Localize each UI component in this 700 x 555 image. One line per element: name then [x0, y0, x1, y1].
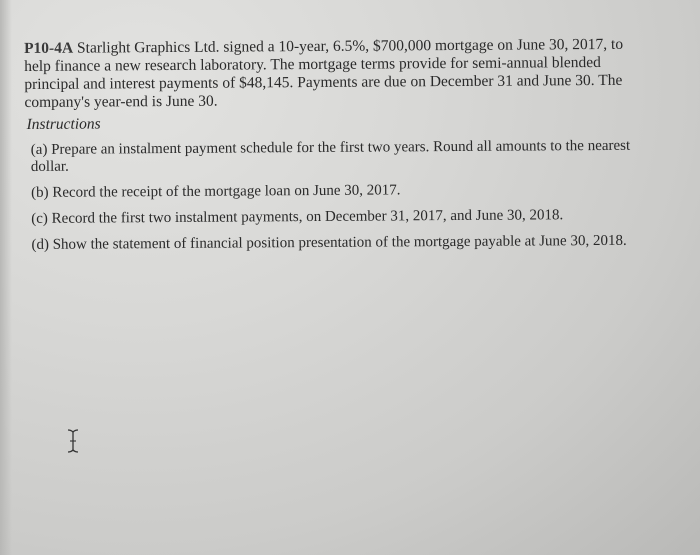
instructions-heading: Instructions — [26, 115, 101, 133]
text-cursor-icon — [66, 428, 80, 454]
instruction-item-a: (a) Prepare an instalment payment schedule for the first two years. Round all amounts to the nearest dollar. — [30, 137, 631, 175]
instruction-item-c: (c) Record the first two instalment payments, on December 31, 2017, and June 30, 2018. — [31, 207, 564, 227]
problem-text: Starlight Graphics Ltd. signed a 10-year, 6.5%, $700,000 mortgage on June 30, 2017, to help finance a new research laboratory. The mortgage terms provide for semi-annual blended principal and interest payments of $48,145. Payments are due on December 31 and June 30. The company's year-end is June 30. — [24, 35, 624, 111]
problem-number: P10-4A — [24, 39, 74, 57]
textbook-page — [24, 36, 666, 263]
instruction-item-d: (d) Show the statement of financial position presentation of the mortgage payable at June 30, 2018. — [31, 232, 627, 253]
problem-statement — [24, 36, 639, 112]
instruction-item-b: (b) Record the receipt of the mortgage loan on June 30, 2017. — [31, 182, 401, 201]
page-edge-shadow — [0, 0, 12, 555]
